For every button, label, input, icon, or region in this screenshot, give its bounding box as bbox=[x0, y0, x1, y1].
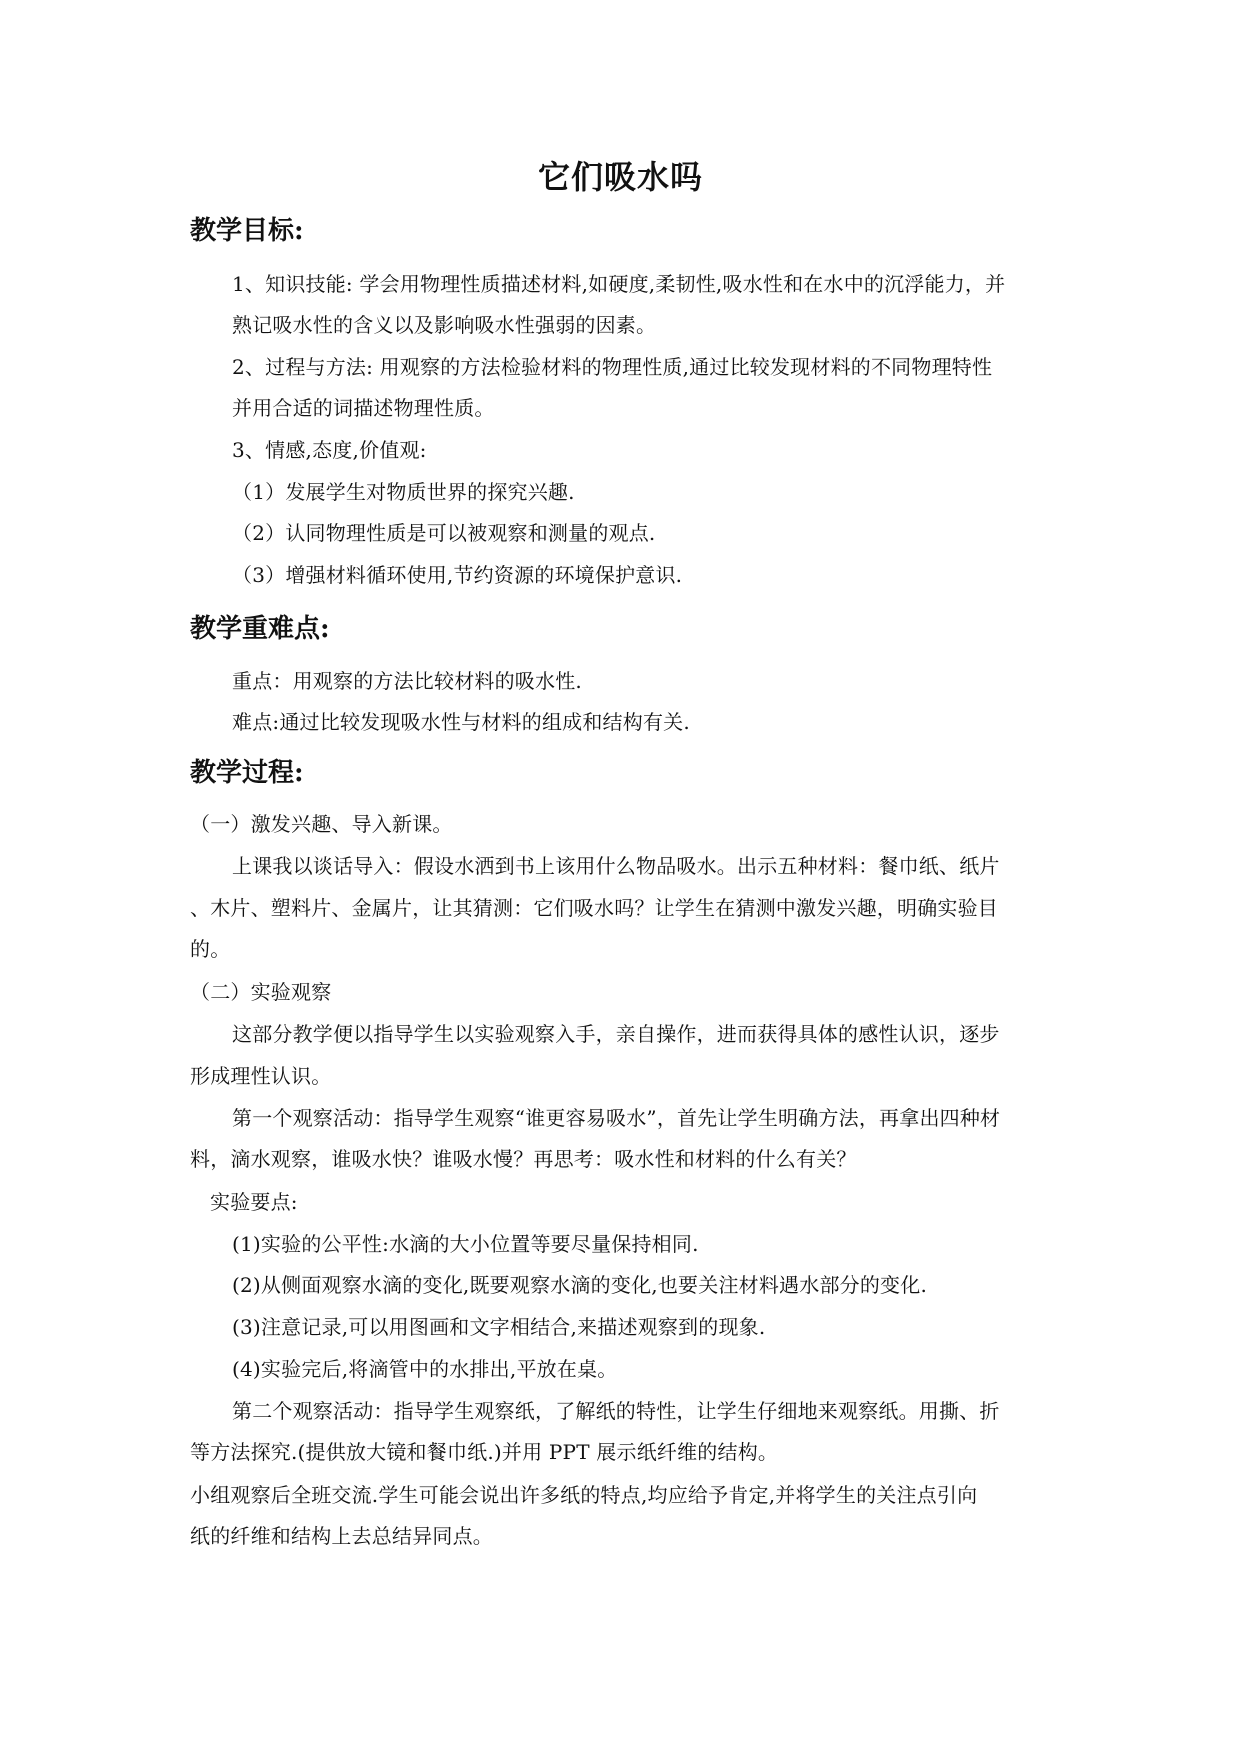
section-heading-key-points: 教学重难点: bbox=[190, 614, 330, 644]
process-line: 等方法探究.(提供放大镜和餐巾纸.)并用 PPT 展示纸纤维的结构。 bbox=[190, 1440, 779, 1464]
process-line: （一）激发兴趣、导入新课。 bbox=[190, 812, 453, 836]
key-point-line: 重点：用观察的方法比较材料的吸水性. bbox=[232, 669, 582, 693]
goal-line: （3）增强材料循环使用,节约资源的环境保护意识. bbox=[232, 563, 683, 587]
section-heading-process: 教学过程: bbox=[190, 758, 304, 788]
key-point-line: 难点:通过比较发现吸水性与材料的组成和结构有关. bbox=[232, 710, 690, 734]
process-line: 料，滴水观察，谁吸水快？谁吸水慢？再思考：吸水性和材料的什么有关？ bbox=[190, 1147, 857, 1171]
goal-line: 1、知识技能: 学会用物理性质描述材料,如硬度,柔韧性,吸水性和在水中的沉浮能力，并 bbox=[232, 272, 1006, 296]
process-line: 小组观察后全班交流.学生可能会说出许多纸的特点,均应给予肯定,并将学生的关注点引向 bbox=[190, 1483, 978, 1507]
process-line: (4)实验完后,将滴管中的水排出,平放在桌。 bbox=[232, 1357, 618, 1381]
process-line: 第二个观察活动：指导学生观察纸，了解纸的特性，让学生仔细地来观察纸。用撕、折 bbox=[232, 1399, 1000, 1423]
process-line: 第一个观察活动：指导学生观察“谁更容易吸水”，首先让学生明确方法，再拿出四种材 bbox=[232, 1106, 1001, 1130]
process-line: 上课我以谈话导入：假设水洒到书上该用什么物品吸水。出示五种材料：餐巾纸、纸片 bbox=[232, 854, 1000, 878]
page-title: 它们吸水吗 bbox=[537, 158, 703, 196]
goal-line: （2）认同物理性质是可以被观察和测量的观点. bbox=[232, 521, 656, 545]
process-line: 纸的纤维和结构上去总结异同点。 bbox=[190, 1524, 493, 1548]
goal-line: 熟记吸水性的含义以及影响吸水性强弱的因素。 bbox=[232, 313, 657, 337]
goal-line: 3、情感,态度,价值观: bbox=[232, 438, 427, 462]
process-line: (3)注意记录,可以用图画和文字相结合,来描述观察到的现象. bbox=[232, 1315, 766, 1339]
process-line: 实验要点: bbox=[210, 1190, 298, 1214]
process-line: (2)从侧面观察水滴的变化,既要观察水滴的变化,也要关注材料遇水部分的变化. bbox=[232, 1273, 928, 1297]
process-line: 这部分教学便以指导学生以实验观察入手，亲自操作，进而获得具体的感性认识，逐步 bbox=[232, 1022, 1000, 1046]
section-heading-goals: 教学目标: bbox=[190, 216, 304, 246]
process-line: 形成理性认识。 bbox=[190, 1064, 332, 1088]
process-line: 的。 bbox=[190, 937, 231, 961]
goal-line: 2、过程与方法: 用观察的方法检验材料的物理性质,通过比较发现材料的不同物理特性 bbox=[232, 355, 993, 379]
goal-line: （1）发展学生对物质世界的探究兴趣. bbox=[232, 480, 575, 504]
process-line: (1)实验的公平性:水滴的大小位置等要尽量保持相同. bbox=[232, 1232, 699, 1256]
process-line: 、木片、塑料片、金属片，让其猜测：它们吸水吗？让学生在猜测中激发兴趣，明确实验目 bbox=[190, 896, 998, 920]
goal-line: 并用合适的词描述物理性质。 bbox=[232, 396, 495, 420]
process-line: （二）实验观察 bbox=[190, 980, 332, 1004]
